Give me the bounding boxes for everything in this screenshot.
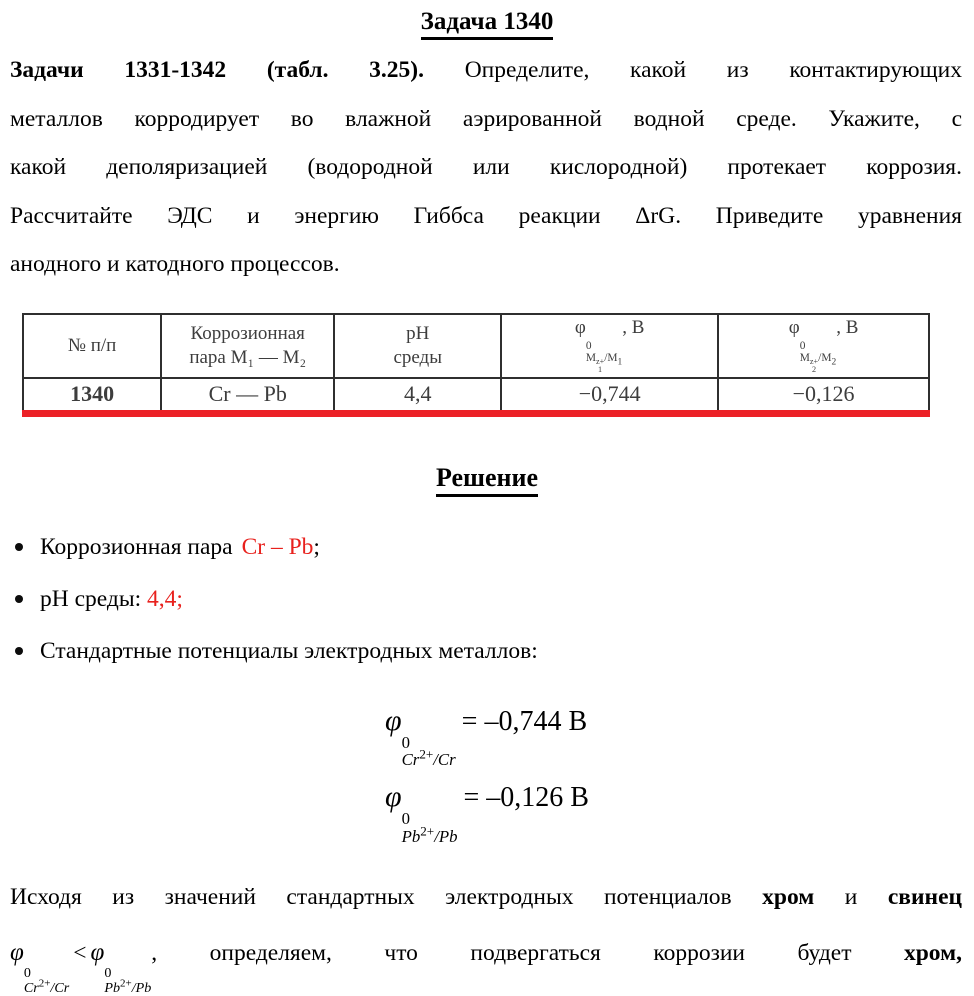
phi-symbol: φ: [385, 703, 402, 737]
cell-potential-2: −0,126: [718, 378, 929, 411]
conclusion-line-2: φ 0 $Cr^{2+}/Cr$ < φ 0 $Pb^{2+}/Pb$ , определяем, что подвергаться коррозии будет хром,: [10, 939, 962, 996]
bullet-dot-icon: [15, 543, 23, 551]
metal-chrome-bold: хром: [762, 884, 815, 911]
bullet-2-value: 4,4;: [147, 585, 183, 612]
cell-pair: Cr — Pb: [161, 378, 334, 411]
cell-potential-1: −0,744: [501, 378, 718, 411]
equation-pb: [385, 769, 589, 845]
table-header-row: [23, 314, 929, 378]
phi-sub-m2: М z+ 2 $/М_2$: [799, 351, 837, 375]
solution-heading: [0, 463, 974, 497]
cell-ph: 4,4: [334, 378, 501, 411]
conditions-table: [22, 313, 930, 412]
page-title-text: Задача 1340: [421, 8, 554, 40]
problem-line-1: [10, 46, 962, 95]
header-potential-m2: [718, 314, 929, 378]
equation-cr-value: = –0,744 В: [461, 705, 588, 737]
phi-supsub-m1: 0 М z+ 1 $/М_1$: [585, 339, 623, 375]
header-pair-line1: Коррозионная: [190, 322, 305, 344]
equations-block: [0, 693, 974, 846]
bullet-1-text: Коррозионная пара Cr – Pb;: [40, 533, 320, 560]
phi-symbol: φ: [788, 317, 800, 339]
equation-cr: [385, 693, 589, 769]
problem-line-1-bold: Задачи 1331-1342 (табл. 3.25).: [10, 57, 424, 83]
bullet-2-text: pH среды: 4,4;: [40, 585, 183, 612]
bullet-dot-icon: [15, 595, 23, 603]
phi-supsub-pb: 0 $Pb^{2+}/Pb$: [401, 809, 458, 846]
unit-volts: , В: [836, 317, 859, 339]
problem-statement: [10, 46, 962, 289]
problem-line-2: металлов корродирует во влажной аэрированной водной среде. Укажите, с: [10, 105, 962, 132]
phi-sub-cr: $Cr^{2+}/Cr$: [401, 746, 456, 770]
conditions-table-wrap: [22, 313, 930, 412]
phi-supsub-m2: 0 М z+ 2 $/М_2$: [799, 339, 837, 375]
header-pair: [161, 314, 334, 378]
phi-symbol: φ: [385, 779, 402, 813]
bullet-dot-icon: [15, 647, 23, 655]
conclusion-line-1: Исходя из значений стандартных электродных потенциалов хром и свинец: [10, 884, 963, 911]
bullet-ph: [12, 583, 962, 616]
metal-lead-bold: свинец: [887, 884, 963, 911]
problem-line-3: какой деполяризацией (водородной или кислородной) протекает коррозия.: [10, 154, 962, 180]
phi-supsub-cr: 0 $Cr^{2+}/Cr$: [401, 732, 456, 770]
phi-sub-m1: М z+ 1 $/М_1$: [585, 351, 623, 375]
bullet-corrosion-pair: [12, 531, 962, 564]
problem-line-1-rest: Определите, какой из контактирующих: [464, 57, 962, 83]
header-pair-line2: пара М₁ — М₂: [189, 346, 307, 368]
phi-symbol: φ: [574, 317, 586, 339]
problem-line-4: Рассчитайте ЭДС и энергию Гиббса реакции ΔrG. Приведите уравнения: [10, 202, 962, 229]
table-data-row: [23, 378, 929, 411]
problem-line-5: анодного и катодного процессов.: [10, 251, 340, 277]
bullet-3-text: Стандартные потенциалы электродных металлов:: [40, 637, 538, 664]
conclusion-paragraph: [10, 869, 962, 995]
header-ph-line1: pH: [406, 322, 430, 344]
solution-bullets: [12, 531, 962, 668]
red-divider-line: [22, 410, 930, 417]
equation-pb-value: = –0,126 В: [463, 781, 589, 813]
inequality: φ 0 $Cr^{2+}/Cr$ < φ 0 $Pb^{2+}/Pb$ ,: [10, 939, 158, 996]
cell-problem-number: 1340: [23, 378, 161, 411]
bullet-1-value: Cr – Pb: [241, 533, 314, 560]
page-title: [0, 0, 974, 40]
bullet-standard-potentials: [12, 635, 962, 668]
header-number: № п/п: [23, 314, 161, 378]
unit-volts: , В: [622, 317, 645, 339]
metal-chrome-bold: хром,: [903, 940, 962, 967]
header-potential-m1: [501, 314, 718, 378]
header-ph-line2: среды: [393, 346, 442, 368]
solution-heading-text: Решение: [436, 463, 538, 497]
phi-sub-pb: $Pb^{2+}/Pb$: [401, 823, 458, 846]
header-ph: [334, 314, 501, 378]
